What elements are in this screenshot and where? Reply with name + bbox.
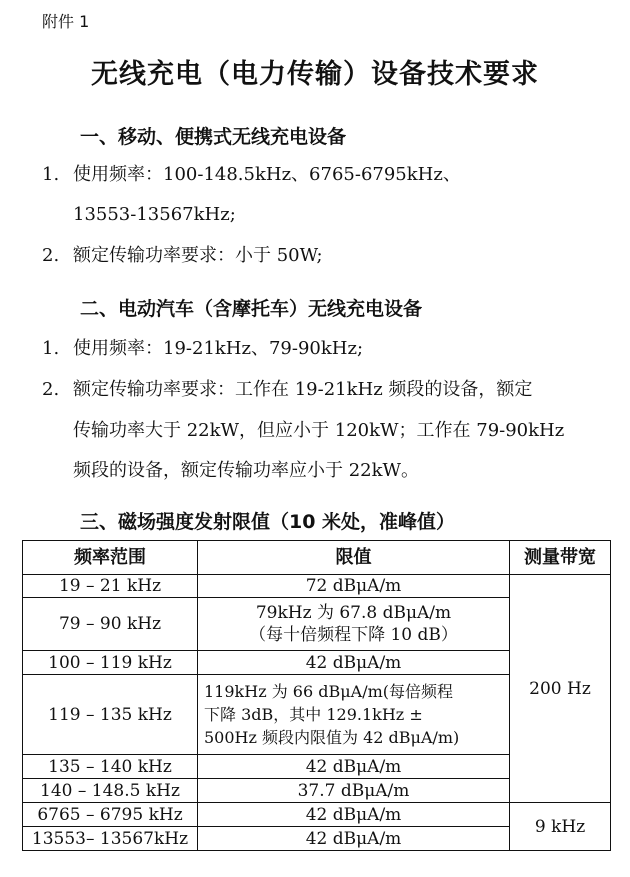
section-1-item-2-number: 2. bbox=[42, 245, 60, 266]
section-2-heading: 二、电动汽车（含摩托车）无线充电设备 bbox=[80, 298, 423, 320]
section-3-heading: 三、磁场强度发射限值（10 米处，准峰值） bbox=[80, 511, 456, 533]
cell-limit-line: 79kHz 为 67.8 dBμA/m bbox=[255, 603, 452, 623]
section-1-item-1-number: 1. bbox=[42, 164, 60, 185]
header-measurement-bandwidth: 测量带宽 bbox=[510, 541, 611, 575]
cell-frequency: 140 – 148.5 kHz bbox=[23, 779, 198, 803]
cell-limit: 72 dBμA/m bbox=[198, 575, 510, 598]
annex-label: 附件 1 bbox=[42, 12, 90, 31]
cell-limit-line: 下降 3dB，其中 129.1kHz ± bbox=[204, 705, 423, 724]
cell-limit: 42 dBμA/m bbox=[198, 827, 510, 851]
cell-limit bbox=[198, 675, 510, 755]
section-2-item-2-line-2: 传输功率大于 22kW，但应小于 120kW；工作在 79-90kHz bbox=[73, 420, 565, 441]
cell-limit: 37.7 dBμA/m bbox=[198, 779, 510, 803]
table-row bbox=[23, 803, 611, 827]
cell-frequency: 19 – 21 kHz bbox=[23, 575, 198, 598]
cell-bandwidth-9khz: 9 kHz bbox=[510, 803, 611, 851]
cell-limit: 42 dBμA/m bbox=[198, 651, 510, 675]
cell-limit-line: 500Hz 频段内限值为 42 dBμA/m) bbox=[204, 728, 460, 747]
header-frequency-range: 频率范围 bbox=[23, 541, 198, 575]
table-row bbox=[23, 575, 611, 598]
cell-limit: 42 dBμA/m bbox=[198, 803, 510, 827]
section-2-item-1-line-1: 使用频率：19-21kHz、79-90kHz; bbox=[73, 338, 364, 359]
cell-frequency: 135 – 140 kHz bbox=[23, 755, 198, 779]
cell-frequency: 13553– 13567kHz bbox=[23, 827, 198, 851]
cell-limit-line: （每十倍频程下降 10 dB） bbox=[249, 625, 458, 645]
section-1-item-1-line-2: 13553-13567kHz; bbox=[73, 204, 236, 225]
page-title: 无线充电（电力传输）设备技术要求 bbox=[91, 59, 539, 90]
cell-frequency: 6765 – 6795 kHz bbox=[23, 803, 198, 827]
cell-frequency: 100 – 119 kHz bbox=[23, 651, 198, 675]
section-1-heading: 一、移动、便携式无线充电设备 bbox=[80, 126, 347, 148]
cell-limit-line: 119kHz 为 66 dBμA/m(每倍频程 bbox=[204, 682, 453, 701]
section-2-item-2-number: 2. bbox=[42, 379, 60, 400]
emission-limits-table bbox=[22, 540, 611, 851]
section-1-item-1-line-1: 使用频率：100-148.5kHz、6765-6795kHz、 bbox=[73, 164, 461, 185]
cell-frequency: 79 – 90 kHz bbox=[23, 598, 198, 651]
cell-bandwidth-200hz: 200 Hz bbox=[510, 575, 611, 803]
cell-limit bbox=[198, 598, 510, 651]
section-2-item-1-number: 1. bbox=[42, 338, 60, 359]
cell-limit: 42 dBμA/m bbox=[198, 755, 510, 779]
section-1-item-2-line-1: 额定传输功率要求：小于 50W; bbox=[73, 245, 323, 266]
header-limit: 限值 bbox=[198, 541, 510, 575]
section-2-item-2-line-3: 频段的设备，额定传输功率应小于 22kW。 bbox=[73, 460, 420, 481]
cell-frequency: 119 – 135 kHz bbox=[23, 675, 198, 755]
section-2-item-2-line-1: 额定传输功率要求：工作在 19-21kHz 频段的设备，额定 bbox=[73, 379, 533, 400]
table-header-row bbox=[23, 541, 611, 575]
